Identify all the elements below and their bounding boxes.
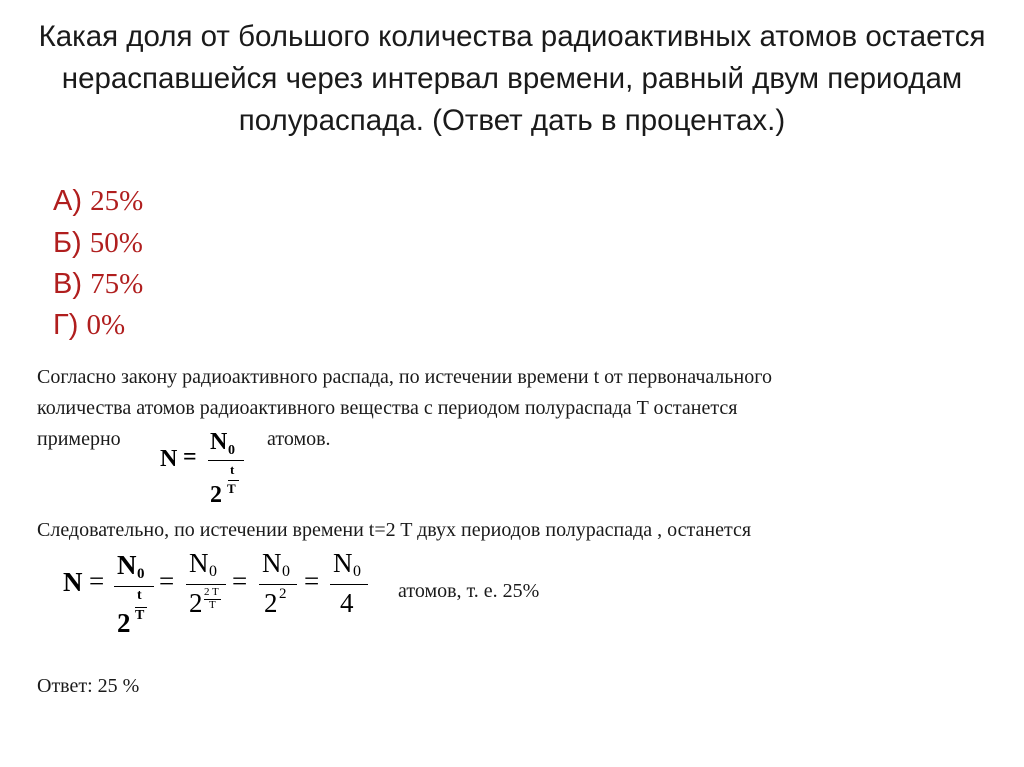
- formula1-den: 2: [210, 482, 222, 508]
- formula2-t1-exp-den: T: [135, 608, 145, 623]
- formula2-t2-num: N: [189, 548, 209, 578]
- formula1-exp-den: T: [227, 481, 236, 496]
- question-line-1: Какая доля от большого количества радиоактивных атомов остается: [38, 20, 986, 53]
- formula2-t1-num: N: [117, 550, 137, 580]
- explanation-line-1: Согласно закону радиоактивного распада, по истечении времени t от первоначального: [37, 366, 772, 388]
- formula2-eq-3: =: [232, 566, 248, 596]
- option-b[interactable]: [53, 227, 143, 260]
- formula2-t3-exp: 2: [279, 586, 287, 602]
- formula2-t2-den: 2: [189, 588, 203, 618]
- formula2-eq-2: =: [159, 566, 175, 596]
- explanation-line-2: количества атомов радиоактивного вещества с периодом полураспада T останется: [37, 397, 738, 419]
- formula2-t3-bar: [259, 584, 297, 585]
- option-b-value: 50%: [89, 227, 143, 259]
- formula1-eq: =: [183, 444, 197, 470]
- formula2-t4-den: 4: [340, 588, 354, 618]
- formula1-num: N: [210, 429, 228, 455]
- formula2-lhs: N: [63, 567, 83, 597]
- explanation-line-5-suffix: атомов, т. е. 25%: [398, 580, 540, 602]
- formula2-t1-bar: [114, 586, 154, 587]
- formula1-exp-num: t: [230, 462, 235, 477]
- answer-text: Ответ: 25 %: [37, 675, 140, 697]
- formula2-t4-bar: [330, 584, 368, 585]
- option-a-letter: А): [53, 185, 82, 217]
- explanation-line-3-suffix: атомов.: [267, 428, 331, 450]
- formula2-t2-num-sub: 0: [209, 563, 217, 580]
- explanation-line-3: примерно: [37, 428, 121, 450]
- explanation-line-4: Следовательно, по истечении времени t=2 T двух периодов полураспада , останется: [37, 519, 752, 541]
- formula2-t4-num: N: [333, 548, 353, 578]
- formula2-t1-exp-num: t: [137, 588, 142, 603]
- formula2-t2-bar: [186, 584, 226, 585]
- formula2-eq-4: =: [304, 566, 320, 596]
- formula2-t1-den: 2: [117, 608, 131, 638]
- formula2-t4-num-sub: 0: [353, 563, 361, 580]
- formula1-lhs: N: [160, 446, 178, 472]
- formula2-t3-num: N: [262, 548, 282, 578]
- formula1-fraction-bar: [208, 460, 244, 461]
- option-a[interactable]: [53, 185, 143, 218]
- formula2-t3-num-sub: 0: [282, 563, 290, 580]
- question-line-3: полураспада. (Ответ дать в процентах.): [238, 104, 786, 137]
- question-text: [20, 16, 1004, 142]
- option-c-value: 75%: [90, 268, 144, 300]
- option-c-letter: В): [53, 268, 82, 300]
- formula2-t2-exp-num: 2 T: [204, 586, 219, 598]
- formula1-num-sub: 0: [228, 443, 235, 458]
- option-d[interactable]: [53, 309, 125, 342]
- option-b-letter: Б): [53, 227, 82, 259]
- formula2-t1-num-sub: 0: [137, 566, 145, 582]
- formula2-t2-exp-den: T: [209, 599, 216, 611]
- formula2-t3-den: 2: [264, 588, 278, 618]
- option-a-value: 25%: [90, 185, 144, 217]
- formula2-eq-1: =: [89, 566, 105, 596]
- option-d-value: 0%: [86, 309, 126, 341]
- option-d-letter: Г): [53, 309, 79, 341]
- option-c[interactable]: [53, 268, 143, 301]
- question-line-2: нераспавшейся через интервал времени, равный двум периодам: [61, 62, 963, 95]
